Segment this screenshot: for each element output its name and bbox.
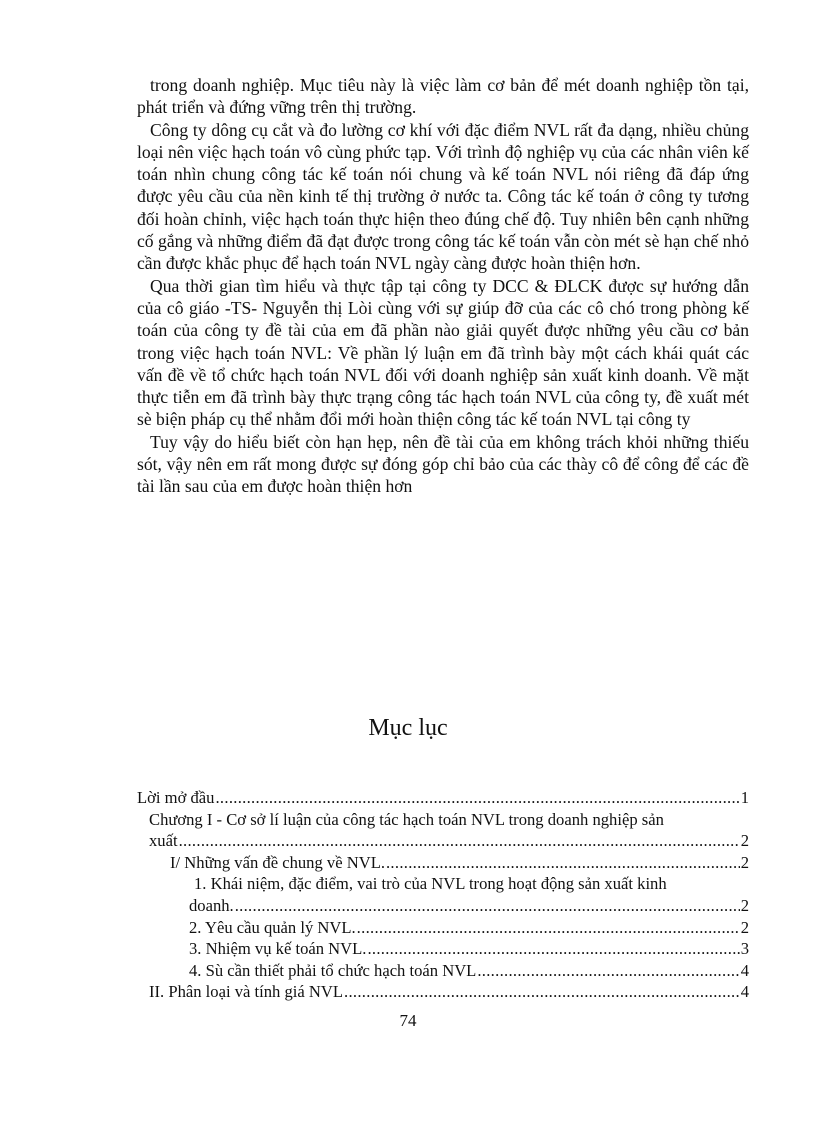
toc-leader-dots [179, 830, 740, 852]
toc-entry-text: 3. Nhiệm vụ kế toán NVL. [189, 939, 367, 959]
toc-page-number: 3 [740, 939, 749, 959]
toc-page-number: 2 [740, 852, 749, 872]
toc-page-number: 2 [740, 895, 749, 915]
paragraph-4: Tuy vậy do hiểu biết còn hạn hẹp, nên đề tài của em không trách khỏi những thiếu sót, vậy nên em rất mong được sự đóng góp chỉ bảo của các thày cô để công để các đề tài lần sau của em được hoàn thiện hơn [137, 431, 749, 497]
toc-leader-dots [215, 787, 739, 809]
toc-entry-text: Lời mở đầu [137, 788, 215, 807]
toc-page-number: 1 [740, 788, 749, 807]
toc-entry-subsection-1[interactable] [137, 873, 749, 916]
paragraph-2: Công ty dông cụ cắt và đo lường cơ khí với đặc điểm NVL rất đa dạng, nhiều chủng loại nên việc hạch toán vô cùng phức tạp. Với trình độ nghiệp vụ của các nhân viên kế toán nhìn chung công tác kế toán nói chung và kế toán NVL nói riêng đã đáp ứng được yêu cầu của nền kinh tế thị trường ở nước ta. Công tác kế toán ở công ty tương đối hoàn chỉnh, việc hạch toán thực hiện theo đúng chế độ. Tuy nhiên bên cạnh những cố gắng và những điểm đã đạt được trong công tác kế toán vẫn còn mét sè hạn chế nhỏ cần được khắc phục để hạch toán NVL ngày càng được hoàn thiện hơn. [137, 119, 749, 274]
toc-entry-subsection-3[interactable] [137, 938, 749, 960]
toc-entry-subsection-2[interactable] [137, 917, 749, 939]
paragraph-3: Qua thời gian tìm hiểu và thực tập tại công ty DCC & ĐLCK được sự hướng dẫn của cô giáo -TS- Nguyễn thị Lòi cùng với sự giúp đỡ của các cô chó trong phòng kế toán của công ty đề tài của em đã phần nào giải quyết được những yêu cầu cơ bản trong việc hạch toán NVL: Về phần lý luận em đã trình bày một cách khái quát các vấn đề về tổ chức hạch toán NVL đối với doanh nghiệp sản xuất kinh doanh. Về mặt thực tiễn em đã trình bày thực trạng công tác hạch toán NVL của công ty, đề xuất mét sè biện pháp cụ thể nhằm đổi mới hoàn thiện công tác kế toán NVL tại công ty [137, 275, 749, 430]
toc-entry-text: 4. Sù cần thiết phải tổ chức hạch toán NVL [189, 960, 477, 980]
toc-entry-text-line1: 1. Khái niệm, đặc điểm, vai trò của NVL trong hoạt động sản xuất kinh [194, 874, 667, 894]
paragraph-1: trong doanh nghiệp. Mục tiêu này là việc làm cơ bản để mét doanh nghiệp tồn tại, phát triển và đứng vững trên thị trường. [137, 75, 749, 118]
toc-entry-chapter-1[interactable] [137, 809, 749, 852]
toc-leader-dots [357, 917, 740, 939]
table-of-contents [137, 787, 749, 1003]
toc-entry-text-line2: xuất [149, 831, 178, 851]
toc-leader-dots [367, 938, 739, 960]
toc-leader-dots [235, 895, 740, 917]
toc-entry-text: 2. Yêu cầu quản lý NVL. [189, 917, 356, 937]
toc-page-number: 2 [740, 917, 749, 937]
toc-page-number: 2 [740, 831, 749, 851]
toc-title: Mục lục [368, 715, 448, 741]
toc-leader-dots [477, 960, 739, 982]
toc-leader-dots [386, 852, 740, 874]
toc-entry-text: I/ Những vấn đề chung về NVL. [170, 852, 385, 872]
toc-page-number: 4 [740, 960, 749, 980]
body-text [137, 74, 749, 498]
toc-leader-dots [344, 981, 740, 1003]
toc-entry-intro[interactable] [137, 787, 749, 809]
toc-page-number: 4 [740, 982, 749, 1002]
toc-entry-section-2[interactable] [137, 981, 749, 1003]
toc-entry-text-line1: Chương I - Cơ sở lí luận của công tác hạch toán NVL trong doanh nghiệp sản [149, 809, 664, 829]
toc-entry-text-line2: doanh. [189, 895, 234, 915]
page-number: 74 [399, 1011, 417, 1030]
toc-entry-subsection-4[interactable] [137, 960, 749, 982]
toc-entry-section-1[interactable] [137, 852, 749, 874]
toc-entry-text: II. Phân loại và tính giá NVL [149, 982, 344, 1002]
